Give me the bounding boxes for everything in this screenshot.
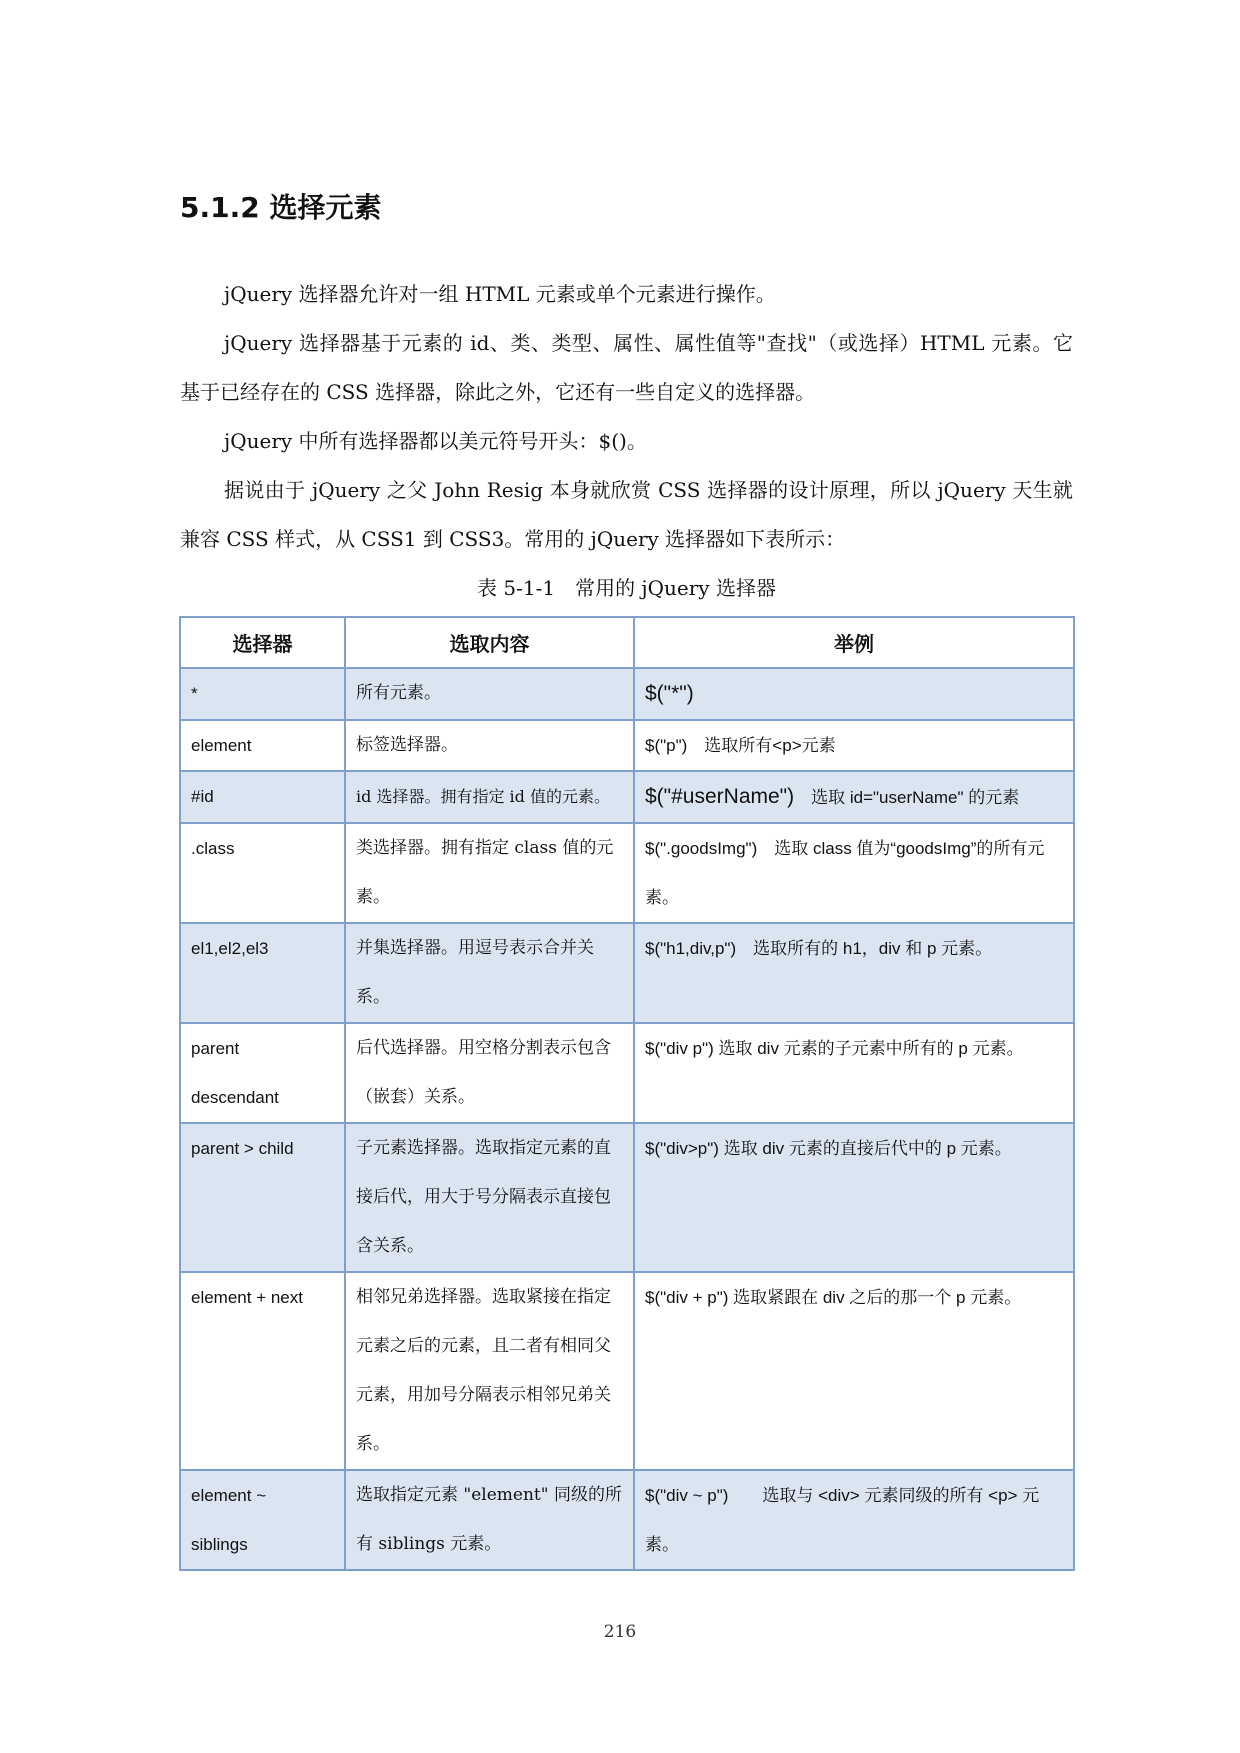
- example-code: $("p"): [645, 736, 688, 755]
- example-code: $("*"): [645, 682, 694, 705]
- selector-cell: parent > child: [180, 1123, 345, 1272]
- content-cell: 后代选择器。用空格分割表示包含（嵌套）关系。: [345, 1023, 634, 1123]
- selector-table: [179, 616, 1075, 1571]
- selector-cell: element: [180, 720, 345, 771]
- example-desc: 选取紧跟在 div 之后的那一个 p 元素。: [728, 1288, 1022, 1307]
- selector-cell: element + next: [180, 1272, 345, 1470]
- example-code: $(".goodsImg"): [645, 839, 758, 858]
- selector-cell: #id: [180, 771, 345, 823]
- example-cell: [634, 923, 1074, 1023]
- column-header: 选取内容: [345, 617, 634, 668]
- example-desc: 选取 div 元素的子元素中所有的 p 元素。: [713, 1039, 1024, 1058]
- body-text: [180, 270, 1073, 564]
- example-desc: 选取 class 值为“goodsImg”的所有元素。: [645, 839, 1045, 907]
- example-desc: 选取与 <div> 元素同级的所有 <p> 元素。: [645, 1486, 1040, 1554]
- table-row: [180, 720, 1074, 771]
- table-row: [180, 823, 1074, 923]
- table-caption: 表 5-1-1 常用的 jQuery 选择器: [477, 576, 776, 600]
- selector-cell: element ~ siblings: [180, 1470, 345, 1570]
- example-desc: 选取所有的 h1，div 和 p 元素。: [736, 939, 993, 958]
- example-cell: [634, 720, 1074, 771]
- table-row: [180, 1272, 1074, 1470]
- content-cell: 相邻兄弟选择器。选取紧接在指定元素之后的元素，且二者有相同父元素，用加号分隔表示相邻兄弟关系。: [345, 1272, 634, 1470]
- example-code: $("div p"): [645, 1039, 714, 1058]
- selector-cell: .class: [180, 823, 345, 923]
- content-cell: 标签选择器。: [345, 720, 634, 771]
- paragraph: jQuery 中所有选择器都以美元符号开头：$()。: [224, 429, 647, 453]
- content-cell: 子元素选择器。选取指定元素的直接后代，用大于号分隔表示直接包含关系。: [345, 1123, 634, 1272]
- example-desc: 选取所有<p>元素: [687, 736, 836, 755]
- example-code: $("#userName"): [645, 785, 795, 808]
- page-number: 216: [603, 1622, 637, 1642]
- example-cell: [634, 668, 1074, 720]
- table-row: [180, 668, 1074, 720]
- example-code: $("div ~ p"): [645, 1486, 729, 1505]
- example-desc: 选取 id="userName" 的元素: [794, 788, 1020, 807]
- example-code: $("div + p"): [645, 1288, 729, 1307]
- content-cell: 类选择器。拥有指定 class 值的元素。: [345, 823, 634, 923]
- selector-cell: el1,el2,el3: [180, 923, 345, 1023]
- section-heading: 5.1.2 选择元素: [180, 191, 382, 224]
- paragraph: jQuery 选择器允许对一组 HTML 元素或单个元素进行操作。: [224, 282, 776, 306]
- example-cell: [634, 1123, 1074, 1272]
- content-cell: 并集选择器。用逗号表示合并关系。: [345, 923, 634, 1023]
- example-cell: [634, 823, 1074, 923]
- column-header: 选择器: [180, 617, 345, 668]
- content-cell: id 选择器。拥有指定 id 值的元素。: [345, 771, 634, 823]
- table-row: [180, 771, 1074, 823]
- table-row: [180, 1470, 1074, 1570]
- example-cell: [634, 771, 1074, 823]
- paragraph: 据说由于 jQuery 之父 John Resig 本身就欣赏 CSS 选择器的设计原理，所以 jQuery 天生就兼容 CSS 样式，从 CSS1 到 CSS3。常用的 jQuery 选择器如下表所示：: [180, 478, 1073, 551]
- example-cell: [634, 1023, 1074, 1123]
- example-desc: 选取 div 元素的直接后代中的 p 元素。: [718, 1139, 1012, 1158]
- content-cell: 所有元素。: [345, 668, 634, 720]
- table-header-row: [180, 617, 1074, 668]
- table-row: [180, 923, 1074, 1023]
- example-cell: [634, 1470, 1074, 1570]
- example-code: $("div>p"): [645, 1139, 719, 1158]
- table-row: [180, 1023, 1074, 1123]
- paragraph: jQuery 选择器基于元素的 id、类、类型、属性、属性值等"查找"（或选择）HTML 元素。它基于已经存在的 CSS 选择器，除此之外，它还有一些自定义的选择器。: [180, 331, 1073, 404]
- example-cell: [634, 1272, 1074, 1470]
- selector-cell: *: [180, 668, 345, 720]
- selector-cell: parent descendant: [180, 1023, 345, 1123]
- example-code: $("h1,div,p"): [645, 939, 737, 958]
- column-header: 举例: [634, 617, 1074, 668]
- content-cell: 选取指定元素 "element" 同级的所有 siblings 元素。: [345, 1470, 634, 1570]
- table-row: [180, 1123, 1074, 1272]
